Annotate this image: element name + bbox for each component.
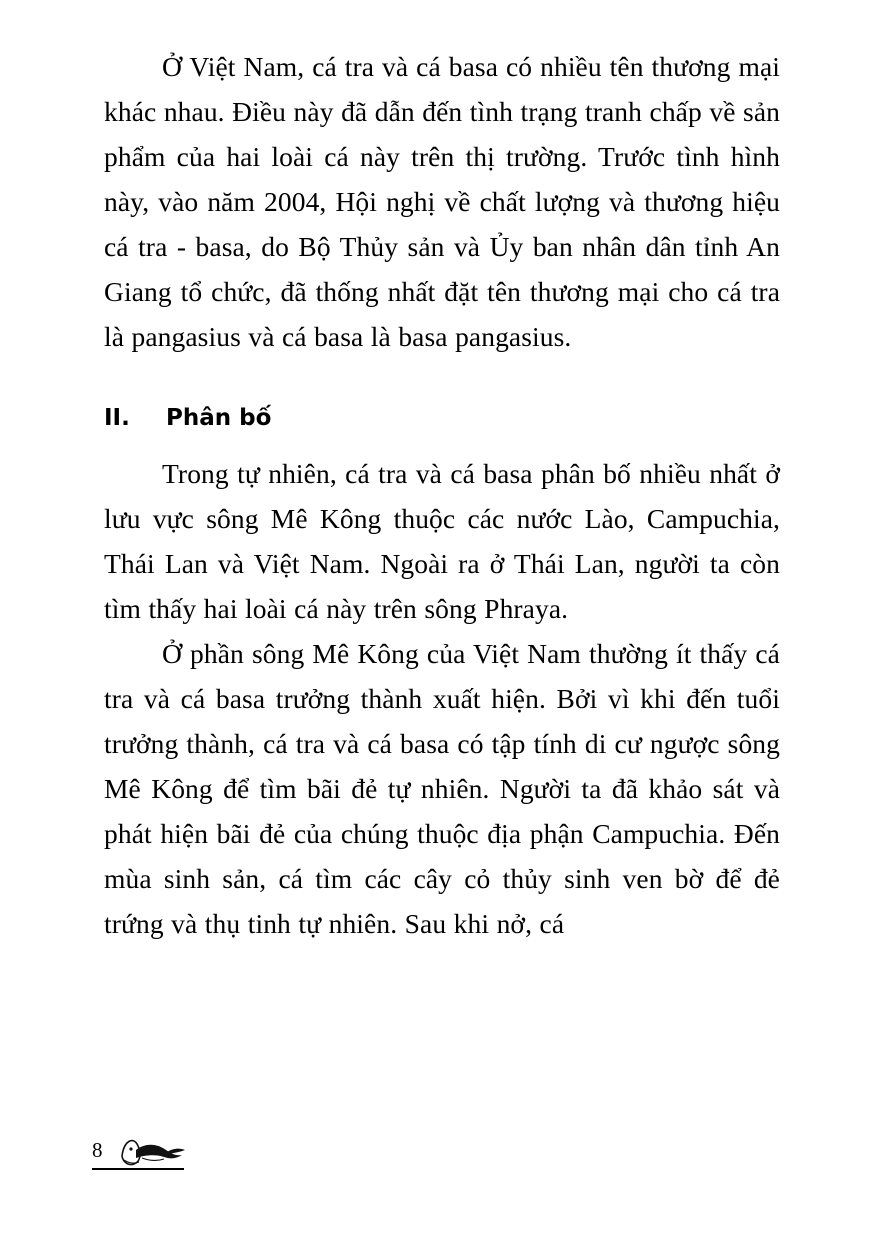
paragraph-2-text: Trong tự nhiên, cá tra và cá basa phân bố nhiều nhất ở lưu vực sông Mê Kông thuộc các nước Lào, Campuchia, Thái Lan và Việt Nam. Ngoài ra ở Thái Lan, người ta còn tìm thấy hai loài cá này trên sông Phraya. bbox=[104, 458, 780, 624]
page-footer bbox=[92, 1132, 292, 1178]
fish-ornament-icon bbox=[112, 1130, 192, 1174]
paragraph-3-text: Ở phần sông Mê Kông của Việt Nam thường ít thấy cá tra và cá basa trưởng thành xuất hiện. Bởi vì khi đến tuổi trưởng thành, cá tra và cá basa có tập tính di cư ngược sông Mê Kông để tìm bãi đẻ tự nhiên. Người ta đã khảo sát và phát hiện bãi đẻ của chúng thuộc địa phận Campuchia. Đến mùa sinh sản, cá tìm các cây cỏ thủy sinh ven bờ để đẻ trứng và thụ tinh tự nhiên. Sau khi nở, cá bbox=[104, 638, 780, 939]
section-heading-number: II. bbox=[104, 405, 130, 431]
page-number: 8 bbox=[92, 1138, 103, 1162]
paragraph-3 bbox=[104, 631, 780, 946]
spacer-after-heading bbox=[104, 433, 780, 451]
spacer-before-heading bbox=[104, 359, 780, 403]
paragraph-1 bbox=[104, 44, 780, 359]
section-heading bbox=[104, 403, 780, 433]
paragraph-1-text: Ở Việt Nam, cá tra và cá basa có nhiều tên thương mại khác nhau. Điều này đã dẫn đến tình trạng tranh chấp về sản phẩm của hai loài cá này trên thị trường. Trước tình hình này, vào năm 2004, Hội nghị về chất lượng và thương hiệu cá tra - basa, do Bộ Thủy sản và Ủy ban nhân dân tỉnh An Giang tổ chức, đã thống nhất đặt tên thương mại cho cá tra là pangasius và cá basa là basa pangasius. bbox=[104, 51, 780, 352]
page-content bbox=[104, 44, 780, 946]
paragraph-2 bbox=[104, 451, 780, 631]
section-heading-title: Phân bố bbox=[166, 405, 272, 431]
